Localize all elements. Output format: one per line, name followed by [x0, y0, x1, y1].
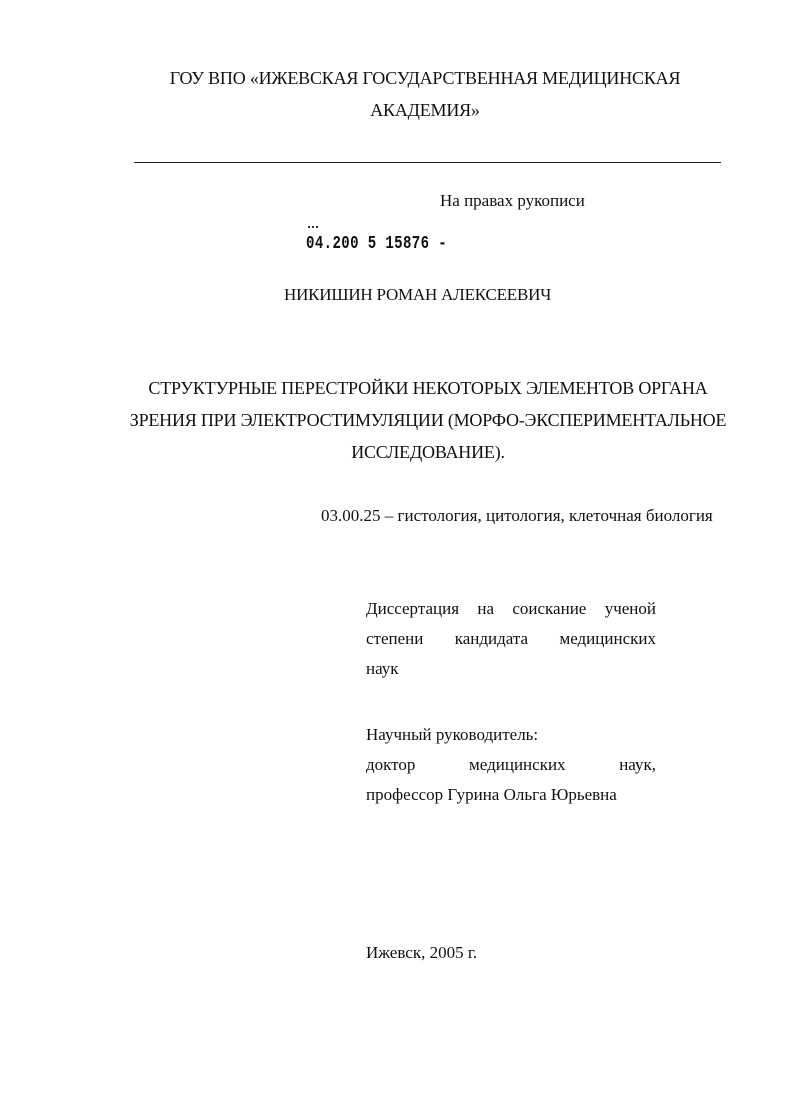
supervisor-word: медицинских — [469, 755, 566, 774]
supervisor-word: наук, — [619, 755, 656, 774]
dissertation-title — [108, 372, 748, 468]
supervisor-block — [366, 720, 656, 810]
degree-word: медицинских — [559, 629, 656, 648]
degree-word: Диссертация — [366, 599, 460, 618]
title-line-2: ЗРЕНИЯ ПРИ ЭЛЕКТРОСТИМУЛЯЦИИ (МОРФО-ЭКСПЕРИМЕНТАЛЬНОЕ — [129, 410, 727, 430]
degree-word: на — [477, 599, 495, 618]
stamp-marks — [308, 226, 318, 231]
degree-line-2 — [366, 624, 656, 654]
degree-word: ученой — [604, 599, 656, 618]
degree-word: степени — [366, 629, 424, 648]
supervisor-name: профессор Гурина Ольга Юрьевна — [366, 785, 617, 804]
manuscript-note: На правах рукописи — [440, 191, 585, 210]
degree-line-3: наук — [366, 659, 399, 678]
author-name: НИКИШИН РОМАН АЛЕКСЕЕВИЧ — [284, 285, 552, 304]
degree-word: кандидата — [454, 629, 529, 648]
degree-word: соискание — [512, 599, 587, 618]
city-year: Ижевск, 2005 г. — [366, 943, 478, 962]
title-line-3: ИССЛЕДОВАНИЕ). — [351, 442, 505, 462]
specialty-code: 03.00.25 – гистология, цитология, клеточная биология — [321, 506, 713, 525]
organization-line-2: АКАДЕМИЯ» — [370, 100, 480, 120]
organization-line-1: ГОУ ВПО «ИЖЕВСКАЯ ГОСУДАРСТВЕННАЯ МЕДИЦИНСКАЯ — [169, 68, 681, 88]
organization-name — [125, 62, 725, 126]
supervisor-word: доктор — [366, 755, 416, 774]
header-divider — [134, 162, 721, 163]
supervisor-degree-line — [366, 750, 656, 780]
dissertation-degree-note — [366, 594, 656, 684]
supervisor-label: Научный руководитель: — [366, 725, 539, 744]
degree-line-1 — [366, 594, 656, 624]
title-line-1: СТРУКТУРНЫЕ ПЕРЕСТРОЙКИ НЕКОТОРЫХ ЭЛЕМЕНТОВ ОРГАНА — [148, 378, 708, 398]
registration-stamp: 04.200 5 15876 - — [306, 234, 448, 254]
